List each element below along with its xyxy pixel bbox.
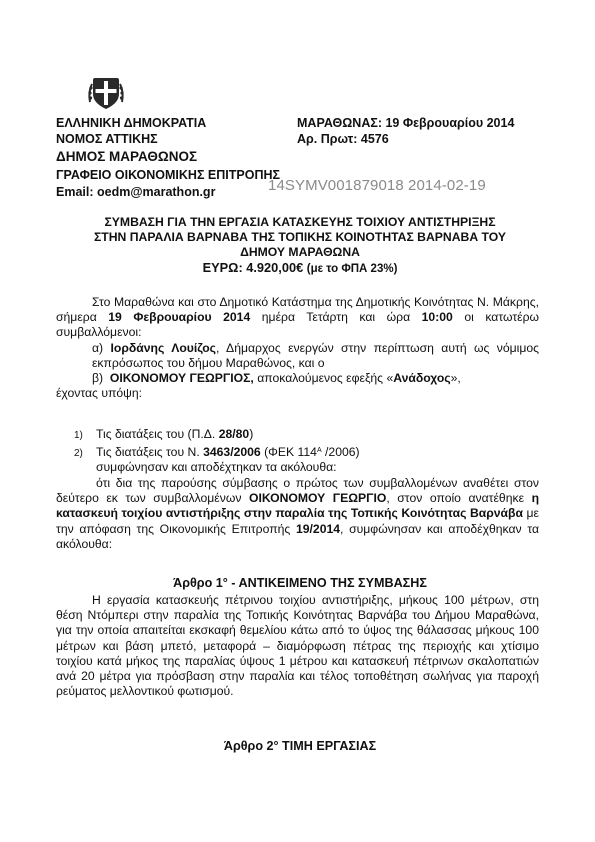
assignment-contractor: ΟΙΚΟΝΟΜΟΥ ΓΕΩΡΓΙΟ (248, 491, 387, 506)
reference-1 (74, 427, 253, 443)
assignment-text-2: , στον οποίο ανατέθηκε (386, 491, 525, 506)
party-b-text: αποκαλούμενος εφεξής « (257, 371, 394, 385)
party-b-name: ΟΙΚΟΝΟΜΟΥ ΓΕΩΡΓΙΟΣ, (109, 371, 254, 385)
party-a-name: Ιορδάνης Λουίζος (110, 341, 216, 355)
title-line-3: ΔΗΜΟΥ ΜΑΡΑΘΩΝΑ (240, 245, 360, 259)
reference-2-text: Τις διατάξεις του Ν. (96, 445, 200, 459)
reference-2-fek-sup: Α (316, 447, 322, 454)
reference-2 (74, 445, 360, 461)
party-a-text: , Δήμαρχος ενεργών στην περίπτωση αυτή ως νόμιμος εκπρόσωπος του δήμου Μαραθώνος, και ο (92, 341, 540, 371)
assignment-text-4: , συμφώνησαν και αποδέχθηκαν τα ακόλουθα: (56, 521, 540, 551)
assignment-work: η κατασκευή τοιχίου αντιστήριξης στην παραλία της Τοπικής Κοινότητας Βαρνάβα (56, 491, 540, 521)
greek-emblem-icon (86, 72, 126, 112)
contract-title (40, 215, 560, 277)
header-email: Email: oedm@marathon.gr (56, 185, 216, 199)
title-line-1: ΣΥΜΒΑΣΗ ΓΙΑ ΤΗΝ ΕΡΓΑΣΙΑ ΚΑΤΑΣΚΕΥΗΣ ΤΟΙΧΙΟΥ ΑΝΤΙΣΤΗΡΙΞΗΣ (104, 215, 496, 229)
article-1-heading: Άρθρο 1° - ΑΝΤΙΚΕΙΜΕΝΟ ΤΗΣ ΣΥΜΒΑΣΗΣ (173, 576, 427, 590)
amount-label: ΕΥΡΩ: 4.920,00€ (202, 260, 304, 275)
header-office: ΓΡΑΦΕΙΟ ΟΙΚΟΝΟΜΙΚΗΣ ΕΠΙΤΡΟΠΗΣ (56, 168, 281, 182)
assignment-text-1: ότι δια της παρούσης σύμβασης ο πρώτος των συμβαλλομένων αναθέτει στον δεύτερο εκ των συμβαλλομένων (56, 476, 539, 506)
reference-2-law: 3463/2006 (203, 445, 261, 459)
reference-1-text: Τις διατάξεις του (Π.Δ. (96, 427, 216, 441)
header-prefecture: ΝΟΜΟΣ ΑΤΤΙΚΗΣ (56, 132, 158, 146)
intro-text-c: οι κατωτέρω συμβαλλόμενοι: (56, 310, 540, 340)
intro-text-b: ημέρα Τετάρτη και ώρα (261, 310, 411, 325)
having-in-mind: έχοντας υπόψη: (56, 386, 143, 400)
header-municipality: ΔΗΜΟΣ ΜΑΡΑΘΩΝΟΣ (56, 149, 198, 164)
party-a-prefix: α) (92, 341, 104, 355)
assignment-paragraph (56, 476, 539, 552)
party-b-role: Ανάδοχος (393, 371, 451, 385)
reference-1-law: 28/80 (218, 427, 250, 441)
title-line-2: ΣΤΗΝ ΠΑΡΑΛΙΑ ΒΑΡΝΑΒΑ ΤΗΣ ΤΟΠΙΚΗΣ ΚΟΙΝΟΤΗΤΑΣ ΒΑΡΝΑΒΑ ΤΟΥ (93, 230, 507, 244)
intro-date: 19 Φεβρουαρίου 2014 (108, 310, 251, 325)
amount-note: (με το ΦΠΑ 23%) (306, 263, 398, 275)
header-country: ΕΛΛΗΝΙΚΗ ΔΗΜΟΚΡΑΤΙΑ (56, 116, 207, 130)
reference-2-end: /2006) (325, 445, 360, 459)
diavgeia-stamp: 14SYMV001879018 2014-02-19 (268, 177, 486, 194)
party-b-end: », (450, 371, 461, 385)
reference-2-number: 2) (74, 448, 83, 459)
party-b (92, 371, 539, 386)
intro-text-a: Στο Μαραθώνα και στο Δημοτικό Κατάστημα της Δημοτικής Κοινότητας Ν. Μάκρης, σήμερα (56, 295, 539, 325)
intro-paragraph (56, 295, 539, 341)
intro-time: 10:00 (421, 310, 453, 325)
agreed-line: συμφώνησαν και αποδέχτηκαν τα ακόλουθα: (96, 460, 337, 474)
assignment-decision: 19/2014 (295, 521, 341, 536)
article-2-heading: Άρθρο 2° ΤΙΜΗ ΕΡΓΑΣΙΑΣ (223, 739, 377, 753)
party-a (92, 341, 539, 371)
article-1-text: Η εργασία κατασκευής πέτρινου τοιχίου αντιστήριξης, μήκους 100 μέτρων, στη θέση Ντόμπερι στην παραλία της Τοπικής Κοινότητας Βαρνάβα του Δήμου Μαραθώνα, για την οποία απαιτείται εκσκαφή θεμελίου κάτω από το ύψος της θάλασσας μήκους 100 μέτρων και βάση μπετό, μεταφορά – διαμόρφωση πέτρας της περιοχής και χτίσιμο τοιχίου κατά μήκος της παραλίας ύψους 1 μέτρου και κατασκευή πέτρινων σκαλοπατιών ανά 20 μέτρα για πρόσβαση στην παραλία και τέλος τοποθέτηση σωλήνας για παροχή ρεύματος μελλοντικού φωτισμού. (56, 593, 539, 699)
header-date: ΜΑΡΑΘΩΝΑΣ: 19 Φεβρουαρίου 2014 (297, 116, 515, 130)
header-protocol: Αρ. Πρωτ: 4576 (297, 132, 389, 146)
reference-2-fek: (ΦΕΚ 114 (264, 445, 317, 459)
party-b-prefix: β) (92, 371, 104, 385)
assignment-text-3: με την απόφαση της Οικονομικής Επιτροπής (56, 506, 539, 536)
reference-1-number: 1) (74, 430, 83, 441)
contract-amount (40, 260, 560, 277)
reference-1-end: ) (249, 427, 254, 441)
